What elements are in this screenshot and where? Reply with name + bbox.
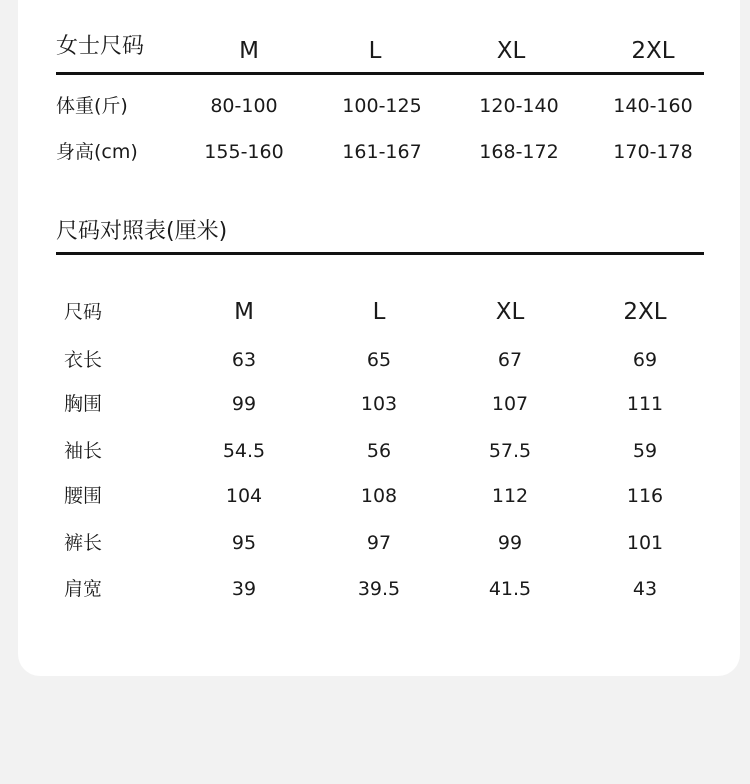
table-cell: 170-178	[613, 141, 693, 163]
table-cell: 67	[497, 349, 523, 371]
table-row	[64, 345, 704, 375]
table-cell: 103	[360, 393, 398, 415]
table-cell: 80-100	[210, 95, 278, 117]
table-row	[56, 91, 704, 121]
table-cell: 120-140	[479, 95, 559, 117]
size-header-m: M	[239, 38, 259, 64]
table-cell: 155-160	[204, 141, 284, 163]
size-header-2xl: 2XL	[623, 299, 667, 325]
weight-height-table-header	[56, 30, 704, 75]
table-cell: 104	[225, 485, 263, 507]
row-label: 胸围	[64, 393, 103, 415]
table-cell: 161-167	[342, 141, 422, 163]
table-cell: 99	[497, 532, 523, 554]
size-header-xl: XL	[495, 299, 525, 325]
table-cell: 116	[626, 485, 664, 507]
size-chart-card	[18, 0, 740, 676]
row-label: 体重(斤)	[56, 95, 128, 117]
row-label: 肩宽	[64, 578, 103, 600]
table-cell: 140-160	[613, 95, 693, 117]
size-header-l: L	[368, 38, 382, 64]
table-cell: 63	[231, 349, 257, 371]
table-cell: 99	[231, 393, 257, 415]
table-cell: 69	[632, 349, 658, 371]
table-header-label: 尺码	[64, 301, 103, 323]
table-row	[56, 137, 704, 167]
table-cell: 39	[231, 578, 257, 600]
table-cell: 65	[366, 349, 392, 371]
table-row	[64, 481, 704, 511]
table-cell: 101	[626, 532, 664, 554]
table-row	[64, 528, 704, 558]
table-cell: 57.5	[488, 440, 532, 462]
table-cell: 107	[491, 393, 529, 415]
table-cell: 39.5	[357, 578, 401, 600]
table-header-label: 女士尺码	[56, 34, 145, 59]
table-row	[64, 574, 704, 604]
table-cell: 95	[231, 532, 257, 554]
row-label: 裤长	[64, 532, 103, 554]
row-label: 身高(cm)	[56, 141, 138, 163]
table-cell: 56	[366, 440, 392, 462]
table-cell: 100-125	[342, 95, 422, 117]
measurement-table-header	[64, 297, 704, 327]
table-cell: 111	[626, 393, 664, 415]
size-header-l: L	[372, 299, 386, 325]
table-row	[64, 436, 704, 466]
size-comparison-title	[56, 212, 704, 255]
table-cell: 112	[491, 485, 529, 507]
table-cell: 43	[632, 578, 658, 600]
section-title: 尺码对照表(厘米)	[56, 219, 228, 244]
table-cell: 54.5	[222, 440, 266, 462]
size-header-m: M	[234, 299, 254, 325]
table-cell: 108	[360, 485, 398, 507]
row-label: 袖长	[64, 440, 103, 462]
table-row	[64, 389, 704, 419]
row-label: 衣长	[64, 349, 103, 371]
size-header-2xl: 2XL	[631, 38, 675, 64]
table-cell: 97	[366, 532, 392, 554]
size-header-xl: XL	[496, 38, 526, 64]
table-cell: 59	[632, 440, 658, 462]
row-label: 腰围	[64, 485, 103, 507]
table-cell: 168-172	[479, 141, 559, 163]
table-cell: 41.5	[488, 578, 532, 600]
